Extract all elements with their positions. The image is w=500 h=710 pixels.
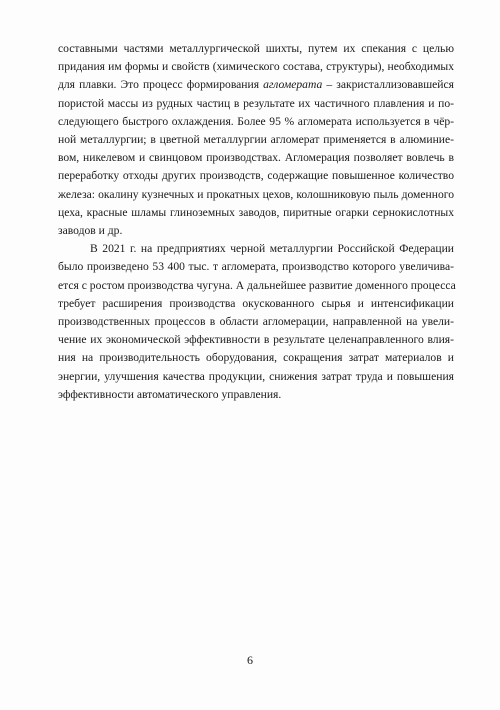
text-line: составными частями металлургической шихты, путем их спекания с целью: [58, 42, 454, 55]
text-line: железа: окалину кузнечных и прокатных цехов, колошниковую пыль доменного: [58, 187, 454, 201]
text-line: энергии, улучшения качества продукции, снижения затрат труда и повышения: [58, 369, 454, 383]
text-line: следующего быстрого охлаждения. Более 95 % агломерата используется в чёр-: [58, 114, 454, 128]
body-text: [58, 40, 454, 404]
text-line: ется с ростом производства чугуна. А дальнейшее развитие доменного процесса: [58, 278, 456, 292]
page-number: 6: [247, 653, 253, 667]
text-line: ния на производительность оборудования, сокращения затрат материалов и: [58, 351, 454, 365]
text-line: эффективности автоматического управления.: [58, 387, 282, 401]
paragraph-1: [58, 40, 454, 240]
text-line: заводов и др.: [58, 224, 123, 238]
text-line: пористой массы из рудных частиц в результате их частичного плавления и по-: [58, 96, 454, 110]
text-line: переработку отходы других производств, содержащие повышенное количество: [58, 169, 454, 183]
text-segment: – закристаллизовавшейся: [322, 78, 454, 92]
text-segment: для плавки. Это процесс формирования: [58, 78, 260, 92]
italic-term: агломерата: [263, 78, 323, 92]
text-line: ной металлургии; в цветной металлургии агломерат применяется в алюминие-: [58, 133, 454, 147]
text-line: вом, никелевом и свинцовом производствах. Агломерация позволяет вовлечь в: [58, 151, 454, 165]
text-line: придания им формы и свойств (химического состава, структуры), необходимых: [58, 60, 454, 74]
text-line: чение их экономической эффективности в результате целенаправленного влия-: [58, 333, 454, 347]
text-line: требует расширения производства окускованного сырья и интенсификации: [58, 296, 454, 310]
text-line: производственных процессов в области агломерации, направленной на увели-: [58, 315, 454, 329]
text-line: В 2021 г. на предприятиях черной металлургии Российской Федерации: [90, 242, 454, 256]
text-line: цеха, красные шламы глиноземных заводов, пиритные огарки сернокислотных: [58, 205, 454, 219]
text-line: было произведено 53 400 тыс. т агломерата, производство которого увеличива-: [58, 260, 454, 274]
text-line: [58, 76, 454, 94]
paragraph-2: [58, 240, 454, 404]
